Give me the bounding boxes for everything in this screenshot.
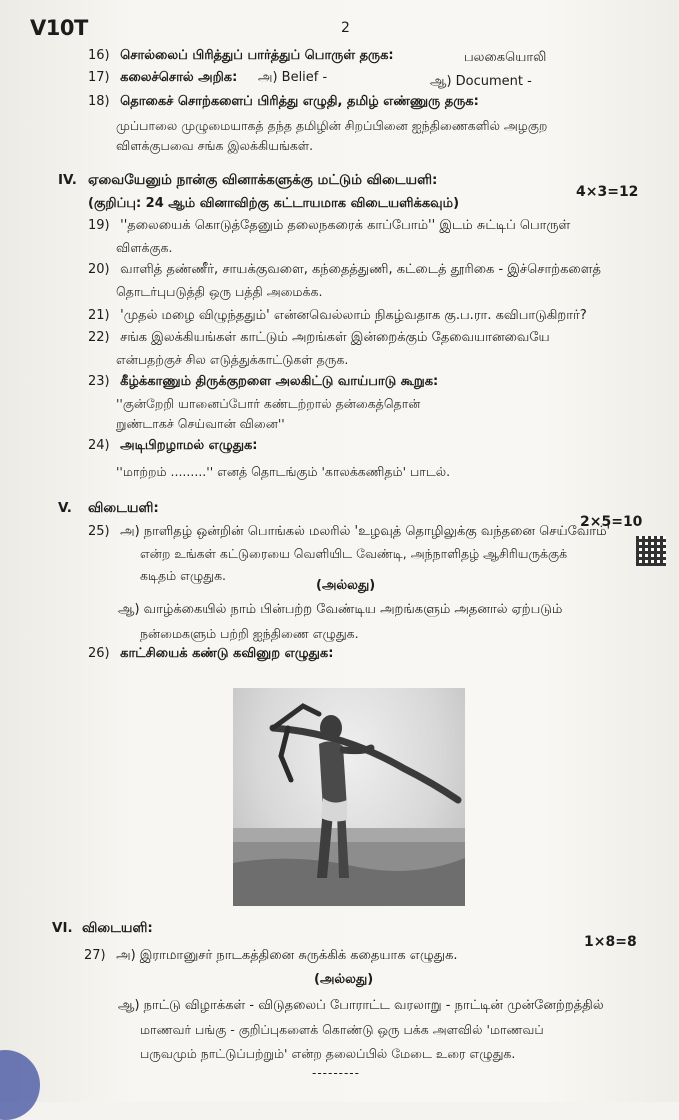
question-23-line1: ''குன்றேறி யானைப்போர் கண்டற்றால் தன்கைத்தொன் [116, 396, 421, 411]
section-iv-marks: 4×3=12 [576, 184, 639, 200]
question-25: 25) அ) நாளிதழ் ஒன்றின் பொங்கல் மலரில் 'உழவுத் தொழிலுக்கு வந்தனை செய்வோம்' [88, 524, 611, 539]
section-vi-heading: விடையளி: [82, 920, 153, 936]
question-27-or: (அல்லது) [314, 972, 374, 987]
question-16: 16) சொல்லைப் பிரித்துப் பார்த்துப் பொருள் தருக: [88, 48, 394, 63]
question-18: 18) தொகைச் சொற்களைப் பிரித்து எழுதி, தமிழ் எண்ணுரு தருக: [88, 94, 479, 109]
question-27: 27) அ) இராமானுசர் நாடகத்தினை சுருக்கிக் கதையாக எழுதுக. [84, 948, 458, 963]
section-iv-heading: ஏவையேனும் நான்கு வினாக்களுக்கு மட்டும் விடையளி: [88, 172, 438, 188]
paper-code: V10T [30, 16, 88, 40]
question-23: 23) கீழ்க்காணும் திருக்குறளை அலகிட்டு வாய்பாடு கூறுக: [88, 374, 439, 389]
section-v-heading: விடையளி: [88, 500, 159, 516]
question-20: 20) வாளித் தண்ணீர், சாயக்குவளை, கந்தைத்துணி, கட்டைத் தூரிகை - இச்சொற்களைத் [88, 262, 601, 277]
section-iv-note: (குறிப்பு: 24 ஆம் வினாவிற்கு கட்டாயமாக விடையளிக்கவும்) [88, 196, 460, 211]
question-25-a-line2: என்ற உங்கள் கட்டுரையை வெளியிட வேண்டி, அந்நாளிதழ் ஆசிரியருக்குக் [140, 546, 568, 561]
question-23-line2: றுண்டாகச் செய்வான் வினை'' [116, 416, 285, 431]
question-24: 24) அடிபிறழாமல் எழுதுக: [88, 438, 258, 453]
end-mark: --------- [312, 1066, 360, 1080]
question-16-word: பலகையொலி [464, 50, 547, 65]
question-17: 17) கலைச்சொல் அறிக: [88, 70, 238, 85]
question-25-b-line2: நன்மைகளும் பற்றி ஐந்திணை எழுதுக. [140, 626, 359, 641]
section-vi-label: VI. [52, 920, 73, 936]
section-iv-label: IV. [58, 172, 77, 188]
question-17-option-a: அ) Belief - [258, 70, 328, 85]
question-21: 21) 'முதல் மழை விழுந்ததும்' என்னவெல்லாம் நிகழ்வதாக கு.ப.ரா. கவிபாடுகிறார்? [88, 308, 587, 323]
section-v-marks: 2×5=10 [580, 514, 643, 530]
question-24-line1: ''மாற்றம் .........'' எனத் தொடங்கும் 'காலக்கணிதம்' பாடல். [116, 464, 451, 479]
question-26: 26) காட்சியைக் கண்டு கவினுற எழுதுக: [88, 646, 334, 661]
corner-shadow [0, 1050, 40, 1120]
question-22: 22) சங்க இலக்கியங்கள் காட்டும் அறங்கள் இன்றைக்கும் தேவையானவையே [88, 330, 550, 345]
question-18-line2: விளக்குபவை சங்க இலக்கியங்கள். [116, 138, 314, 153]
question-19: 19) ''தலையைக் கொடுத்தேனும் தலைநகரைக் காப்போம்'' இடம் சுட்டிப் பொருள் [88, 218, 571, 233]
question-25-or: (அல்லது) [316, 578, 376, 593]
question-20-line2: தொடர்புபடுத்தி ஒரு பத்தி அமைக்க. [116, 284, 323, 299]
question-25-b-line1: ஆ) வாழ்க்கையில் நாம் பின்பற்ற வேண்டிய அறங்களும் அதனால் ஏற்படும் [118, 602, 563, 617]
section-v-label: V. [58, 500, 72, 516]
question-18-line1: முப்பாலை முழுமையாகத் தந்த தமிழின் சிறப்பினை ஐந்திணைகளில் அழகுற [116, 118, 548, 133]
question-27-b-line3: பருவமும் நாட்டுப்பற்றும்' என்ற தலைப்பில் மேடை உரை எழுதுக. [140, 1046, 516, 1061]
question-22-line2: என்பதற்குச் சில எடுத்துக்காட்டுகள் தருக. [116, 352, 349, 367]
question-17-option-b: ஆ) Document - [430, 74, 532, 89]
qr-code-icon [636, 536, 666, 566]
question-19-line2: விளக்குக. [116, 240, 173, 255]
farmer-with-plough-photo [233, 688, 465, 906]
question-27-b-line1: ஆ) நாட்டு விழாக்கள் - விடுதலைப் போராட்ட வரலாறு - நாட்டின் முன்னேற்றத்தில் [118, 998, 604, 1013]
question-27-b-line2: மாணவர் பங்கு - குறிப்புகளைக் கொண்டு ஒரு பக்க அளவில் 'மாணவப் [140, 1022, 544, 1037]
page-number: 2 [341, 20, 350, 36]
section-vi-marks: 1×8=8 [584, 934, 637, 950]
question-25-a-line3: கடிதம் எழுதுக. [140, 568, 227, 583]
